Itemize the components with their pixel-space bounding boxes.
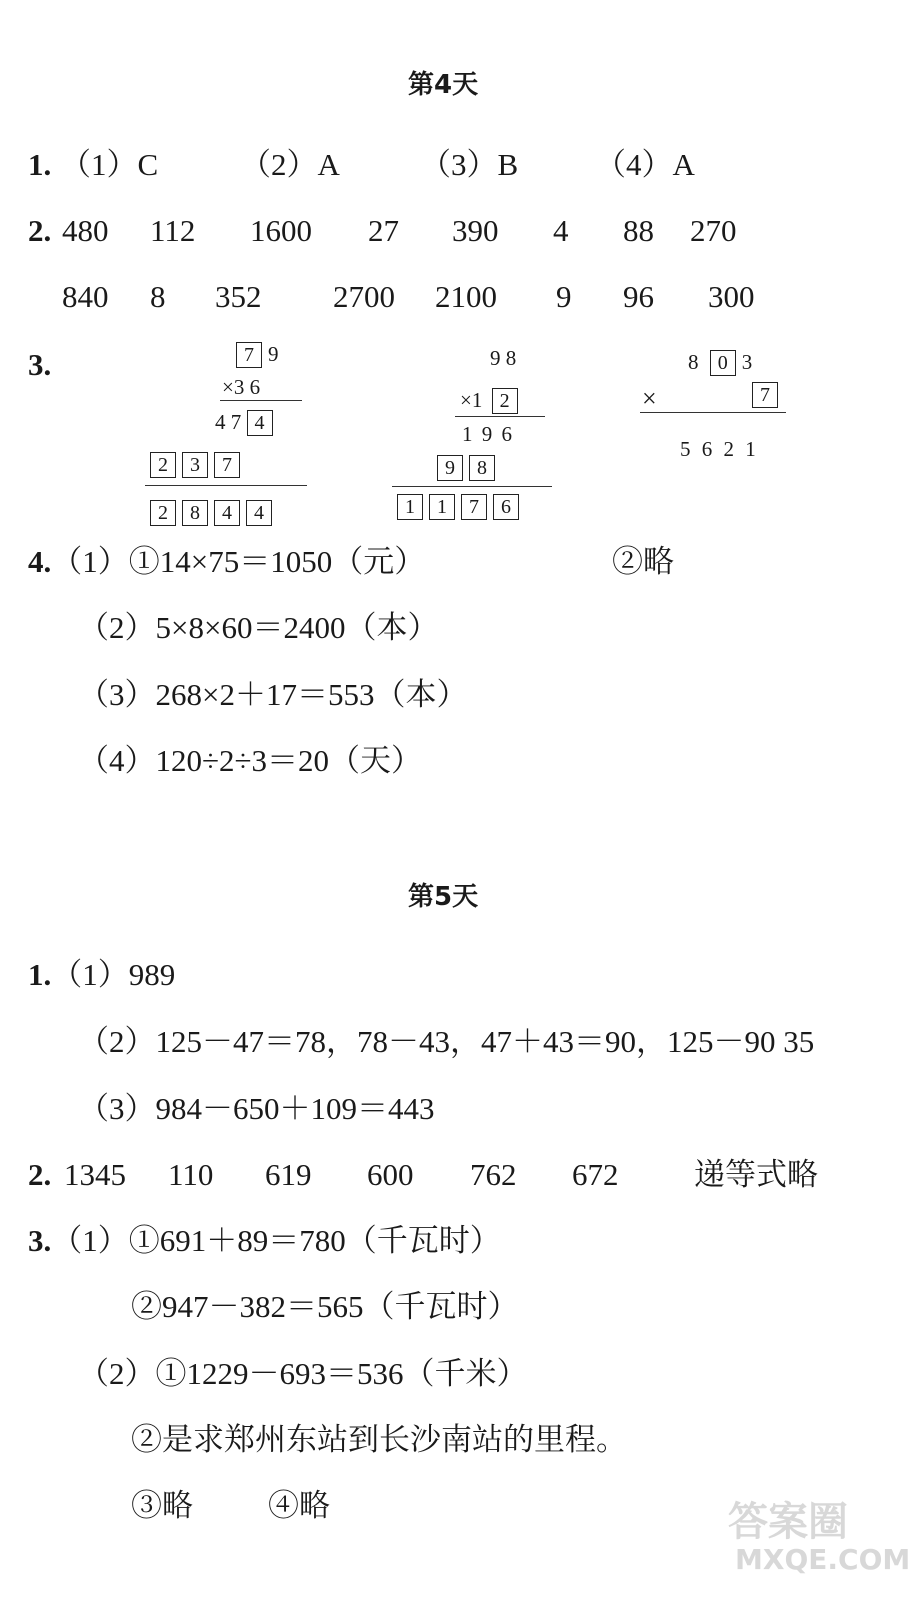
calc3-result: 5 6 2 1 (680, 437, 759, 461)
day4-q2-value: 300 (708, 279, 755, 314)
calc2-partial-2 (437, 455, 501, 481)
calc3-mult-sign: × (642, 384, 657, 413)
day4-q4-line-2: （2）5×8×60＝2400（本） (78, 610, 439, 645)
calc1-box: 2 (150, 500, 176, 526)
day4-q2-value: 27 (368, 213, 399, 248)
calc2-multiplier-row (460, 388, 524, 414)
calc2-box: 6 (493, 494, 519, 520)
day4-q4-line-1 (28, 545, 425, 579)
day4-q2-value: 96 (623, 279, 654, 314)
day5-q1-line-3: （3）984－650＋109＝443 (78, 1091, 435, 1126)
day4-q3-number: 3. (28, 347, 52, 382)
day5-q3-text: （1）①691＋89＝780（千瓦时） (51, 1223, 501, 1258)
day4-q2-value: 2700 (333, 279, 395, 314)
calc3-top-right: 3 (741, 350, 753, 374)
day4-q1-answer-1: （1）C (60, 147, 159, 182)
day4-q1-number: 1. (28, 147, 52, 182)
calc1-box: 7 (214, 452, 240, 478)
calc3-top-box: 0 (710, 350, 736, 376)
day5-q3-number: 3. (28, 1223, 52, 1258)
day4-q1-answer-3: （3）B (420, 147, 519, 182)
day5-q3-line-3: （2）①1229－693＝536（千米） (78, 1356, 528, 1391)
day4-q2-value: 88 (623, 213, 654, 248)
calc1-box: 3 (182, 452, 208, 478)
calc1-partial-1-digits: 4 7 (215, 410, 242, 434)
calc2-result (397, 494, 525, 520)
calc1-partial-1-box: 4 (247, 410, 273, 436)
day4-q2-value: 1600 (250, 213, 312, 248)
calc1-box: 4 (246, 500, 272, 526)
calc2-top: 9 8 (490, 346, 517, 370)
watermark-url: MXQE.COM (735, 1543, 911, 1576)
day5-title: 第5天 (408, 882, 479, 912)
calc3-mult-row (752, 382, 784, 408)
day4-q2-value: 112 (150, 213, 196, 248)
day5-q2-value: 619 (265, 1157, 312, 1192)
day4-q4-number: 4. (28, 544, 52, 579)
day4-q4-line-3: （3）268×2＋17＝553（本） (78, 677, 468, 712)
calc1-result (150, 500, 278, 526)
day4-q4-line-4: （4）120÷2÷3＝20（天） (78, 743, 423, 778)
calc2-box: 1 (397, 494, 423, 520)
day4-q4-extra: ②略 (612, 544, 674, 579)
calc2-line-2 (392, 486, 552, 487)
day4-q2-value: 352 (215, 279, 262, 314)
day5-q3-line-2: ②947－382＝565（千瓦时） (131, 1289, 519, 1324)
calc1-partial-1 (215, 410, 279, 436)
day5-q1-number: 1. (28, 957, 52, 992)
calc2-partial-1: 1 9 6 (462, 422, 514, 446)
day4-q4-text: （1）①14×75＝1050（元） (51, 544, 426, 579)
calc2-box: 1 (429, 494, 455, 520)
day4-q2-value: 2100 (435, 279, 497, 314)
day4-q1-answer-2: （2）A (240, 147, 340, 182)
day5-q3-line-6: ④略 (268, 1488, 330, 1523)
day5-q3-line-1 (28, 1224, 501, 1258)
calc2-mult-sign: ×1 (460, 388, 483, 412)
calc1-box: 8 (182, 500, 208, 526)
day4-q2-number: 2. (28, 213, 52, 248)
day5-q2-value: 600 (367, 1157, 414, 1192)
day4-q2-value: 390 (452, 213, 499, 248)
calc1-top-digit: 9 (268, 342, 279, 366)
calc1-box: 4 (214, 500, 240, 526)
day4-q2-value: 9 (556, 279, 572, 314)
calc3-line (640, 412, 786, 413)
calc2-line-1 (455, 416, 545, 417)
day5-q2-value: 762 (470, 1157, 517, 1192)
day4-q2-value: 270 (690, 213, 737, 248)
day5-q1-line-2: （2）125－47＝78，78－43，47＋43＝90，125－90 35 (78, 1024, 815, 1059)
day4-q2-value: 480 (62, 213, 109, 248)
day4-q1-answer-4: （4）A (595, 147, 695, 182)
calc3-mult-box: 7 (752, 382, 778, 408)
day5-q2-value: 110 (168, 1157, 214, 1192)
day5-q2-value: 1345 (64, 1157, 126, 1192)
day5-q2-note: 递等式略 (694, 1157, 818, 1192)
day5-q3-line-5: ③略 (131, 1488, 193, 1523)
day5-q1-text: （1）989 (51, 957, 176, 992)
calc1-line-1 (220, 400, 302, 401)
calc1-top-row (236, 342, 279, 368)
calc3-top-left: 8 (688, 350, 699, 374)
watermark-logo: 答案圈 (728, 1499, 848, 1545)
day5-q1-line-1 (28, 958, 175, 992)
day5-q2-number: 2. (28, 1157, 52, 1192)
day4-q2-value: 4 (553, 213, 569, 248)
day4-q2-value: 8 (150, 279, 166, 314)
calc1-partial-2 (150, 452, 246, 478)
calc1-multiplier: ×3 6 (222, 375, 261, 399)
calc2-mult-box: 2 (492, 388, 518, 414)
calc1-box: 2 (150, 452, 176, 478)
calc2-box: 7 (461, 494, 487, 520)
calc3-top-row (688, 350, 752, 376)
day4-q2-value: 840 (62, 279, 109, 314)
calc2-box: 8 (469, 455, 495, 481)
calc1-top-box: 7 (236, 342, 262, 368)
day4-title: 第4天 (408, 70, 479, 100)
calc2-box: 9 (437, 455, 463, 481)
day5-q2-value: 672 (572, 1157, 619, 1192)
day5-q3-line-4: ②是求郑州东站到长沙南站的里程。 (131, 1422, 627, 1457)
calc1-line-2 (145, 485, 307, 486)
